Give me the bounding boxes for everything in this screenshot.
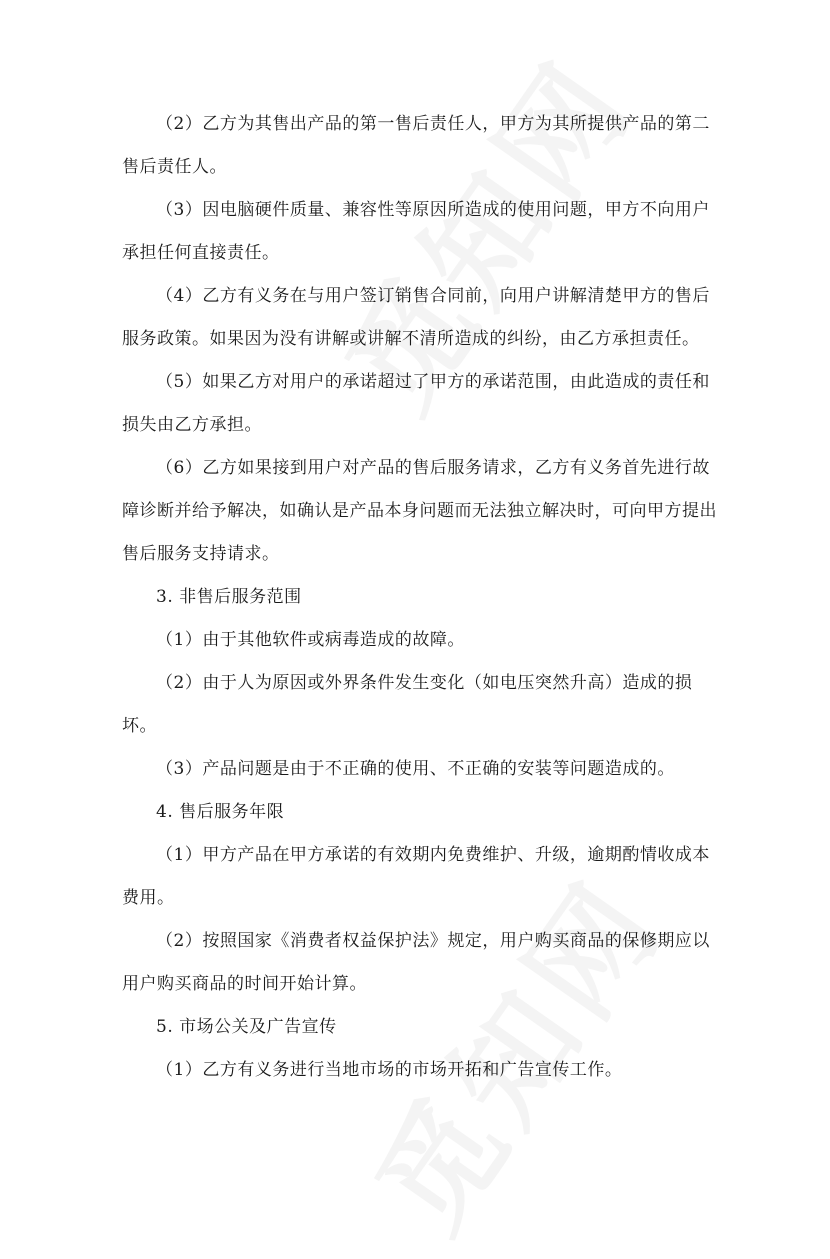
paragraph-2-3: （3）因电脑硬件质量、兼容性等原因所造成的使用问题，甲方不向用户承担任何直接责任。 xyxy=(122,200,710,263)
paragraph-2-4: （4）乙方有义务在与用户签订销售合同前，向用户讲解清楚甲方的售后服务政策。如果因为没有讲解或讲解不清所造成的纠纷，由乙方承担责任。 xyxy=(122,286,710,349)
paragraph-2-6: （6）乙方如果接到用户对产品的售后服务请求，乙方有义务首先进行故障诊断并给予解决，如确认是产品本身问题而无法独立解决时，可向甲方提出售后服务支持请求。 xyxy=(122,458,717,564)
paragraph-5-1: （1）乙方有义务进行当地市场的市场开拓和广告宣传工作。 xyxy=(156,1060,623,1080)
paragraph-4-1: （1）甲方产品在甲方承诺的有效期内免费维护、升级，逾期酌情收成本费用。 xyxy=(122,845,710,908)
document-body xyxy=(122,103,722,1092)
paragraph-3-2: （2）由于人为原因或外界条件发生变化（如电压突然升高）造成的损坏。 xyxy=(122,673,693,736)
paragraph-3-1: （1）由于其他软件或病毒造成的故障。 xyxy=(156,630,465,650)
paragraph-2-5: （5）如果乙方对用户的承诺超过了甲方的承诺范围，由此造成的责任和损失由乙方承担。 xyxy=(122,372,710,435)
paragraph-2-2: （2）乙方为其售出产品的第一售后责任人，甲方为其所提供产品的第二售后责任人。 xyxy=(122,114,710,177)
paragraph-3-3: （3）产品问题是由于不正确的使用、不正确的安装等问题造成的。 xyxy=(156,759,675,779)
paragraph-4-2: （2）按照国家《消费者权益保护法》规定，用户购买商品的保修期应以用户购买商品的时间开始计算。 xyxy=(122,931,710,994)
section-heading-5: 5. 市场公关及广告宣传 xyxy=(156,1017,337,1037)
section-heading-3: 3. 非售后服务范围 xyxy=(156,587,302,607)
section-heading-4: 4. 售后服务年限 xyxy=(156,802,285,822)
